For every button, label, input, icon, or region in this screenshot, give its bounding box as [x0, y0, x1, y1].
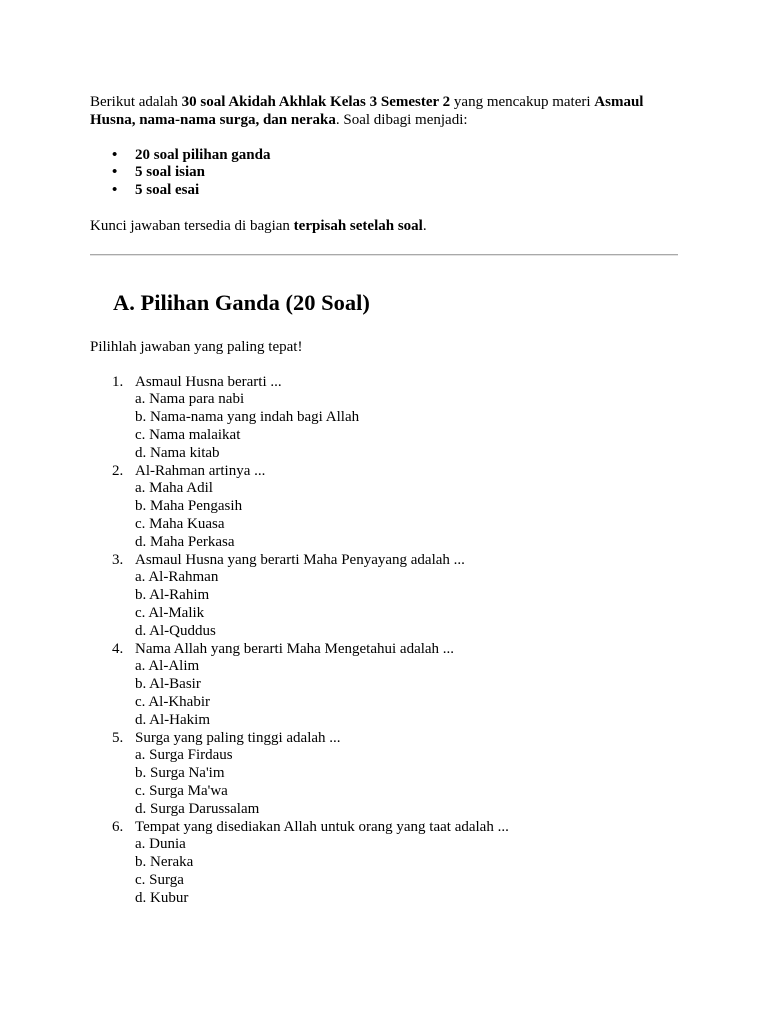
question-number: 4.	[112, 640, 124, 657]
intro-bold-topics: Asmaul Husna, nama-nama surga, dan neraka	[90, 94, 644, 128]
answer-option: a. Maha Adil	[135, 480, 213, 497]
answer-option: d. Maha Perkasa	[135, 533, 235, 550]
question-text: Asmaul Husna berarti ...	[135, 373, 282, 390]
question-item	[90, 552, 678, 641]
question-text: Asmaul Husna yang berarti Maha Penyayang adalah ...	[135, 551, 465, 568]
answer-option: a. Al-Alim	[135, 658, 200, 675]
question-text: Nama Allah yang berarti Maha Mengetahui adalah ...	[135, 640, 455, 657]
question-number: 2.	[112, 462, 124, 479]
answer-option: d. Nama kitab	[135, 444, 220, 461]
question-list	[90, 374, 678, 908]
intro-text-3: . Soal dibagi menjadi:	[335, 111, 468, 128]
answer-option: a. Nama para nabi	[135, 391, 245, 408]
intro-text-1: Berikut adalah	[90, 94, 182, 110]
question-item	[90, 819, 678, 908]
answer-option: c. Maha Kuasa	[135, 515, 225, 532]
answer-option: d. Al-Hakim	[135, 711, 210, 728]
question-number: 6.	[112, 818, 124, 835]
question-item	[90, 641, 678, 730]
answer-option: b. Nama-nama yang indah bagi Allah	[135, 409, 360, 426]
document-content	[90, 94, 678, 907]
question-type-item: • 20 soal pilihan ganda	[135, 147, 678, 165]
answer-option: d. Al-Quddus	[135, 622, 216, 639]
answer-option: c. Al-Khabir	[135, 693, 210, 710]
question-type-list	[90, 147, 678, 200]
question-item	[90, 730, 678, 819]
option-list	[135, 569, 678, 640]
answer-option: b. Al-Rahim	[135, 587, 210, 604]
question-item	[90, 463, 678, 552]
section-instruction: Pilihlah jawaban yang paling tepat!	[90, 338, 303, 355]
answer-option: c. Surga Ma'wa	[135, 782, 228, 799]
answer-option: a. Dunia	[135, 836, 186, 853]
intro-paragraph	[90, 94, 678, 130]
answer-option: b. Surga Na'im	[135, 765, 225, 782]
question-text: Al-Rahman artinya ...	[135, 462, 266, 479]
question-type-item: • 5 soal esai	[135, 182, 678, 200]
section-heading: A. Pilihan Ganda (20 Soal)	[113, 289, 370, 315]
answer-option: c. Al-Malik	[135, 604, 205, 621]
answer-option: a. Surga Firdaus	[135, 747, 233, 764]
question-type-item: • 5 soal isian	[135, 164, 678, 182]
key-bold: terpisah setelah soal	[293, 217, 423, 234]
question-number: 3.	[112, 551, 124, 568]
answer-option: d. Surga Darussalam	[135, 800, 260, 817]
answer-key-note	[90, 218, 678, 236]
question-text: Tempat yang disediakan Allah untuk orang yang taat adalah ...	[135, 818, 509, 835]
question-text: Surga yang paling tinggi adalah ...	[135, 729, 341, 746]
answer-option: b. Neraka	[135, 854, 194, 871]
key-text-2: .	[422, 217, 427, 234]
intro-bold-subject: 30 soal Akidah Akhlak Kelas 3 Semester 2	[181, 94, 451, 110]
question-number: 5.	[112, 729, 124, 746]
answer-option: b. Maha Pengasih	[135, 498, 243, 515]
answer-option: c. Nama malaikat	[135, 426, 241, 443]
answer-option: c. Surga	[135, 871, 184, 888]
answer-option: d. Kubur	[135, 889, 189, 906]
key-text-1: Kunci jawaban tersedia di bagian	[90, 217, 294, 234]
option-list	[135, 747, 678, 818]
option-list	[135, 480, 678, 551]
question-item	[90, 374, 678, 463]
option-list	[135, 391, 678, 462]
answer-option: b. Al-Basir	[135, 676, 201, 693]
answer-option: a. Al-Rahman	[135, 569, 219, 586]
option-list	[135, 836, 678, 907]
intro-text-2: yang mencakup materi	[450, 94, 595, 110]
option-list	[135, 658, 678, 729]
section-divider	[90, 254, 678, 256]
question-number: 1.	[112, 373, 124, 390]
